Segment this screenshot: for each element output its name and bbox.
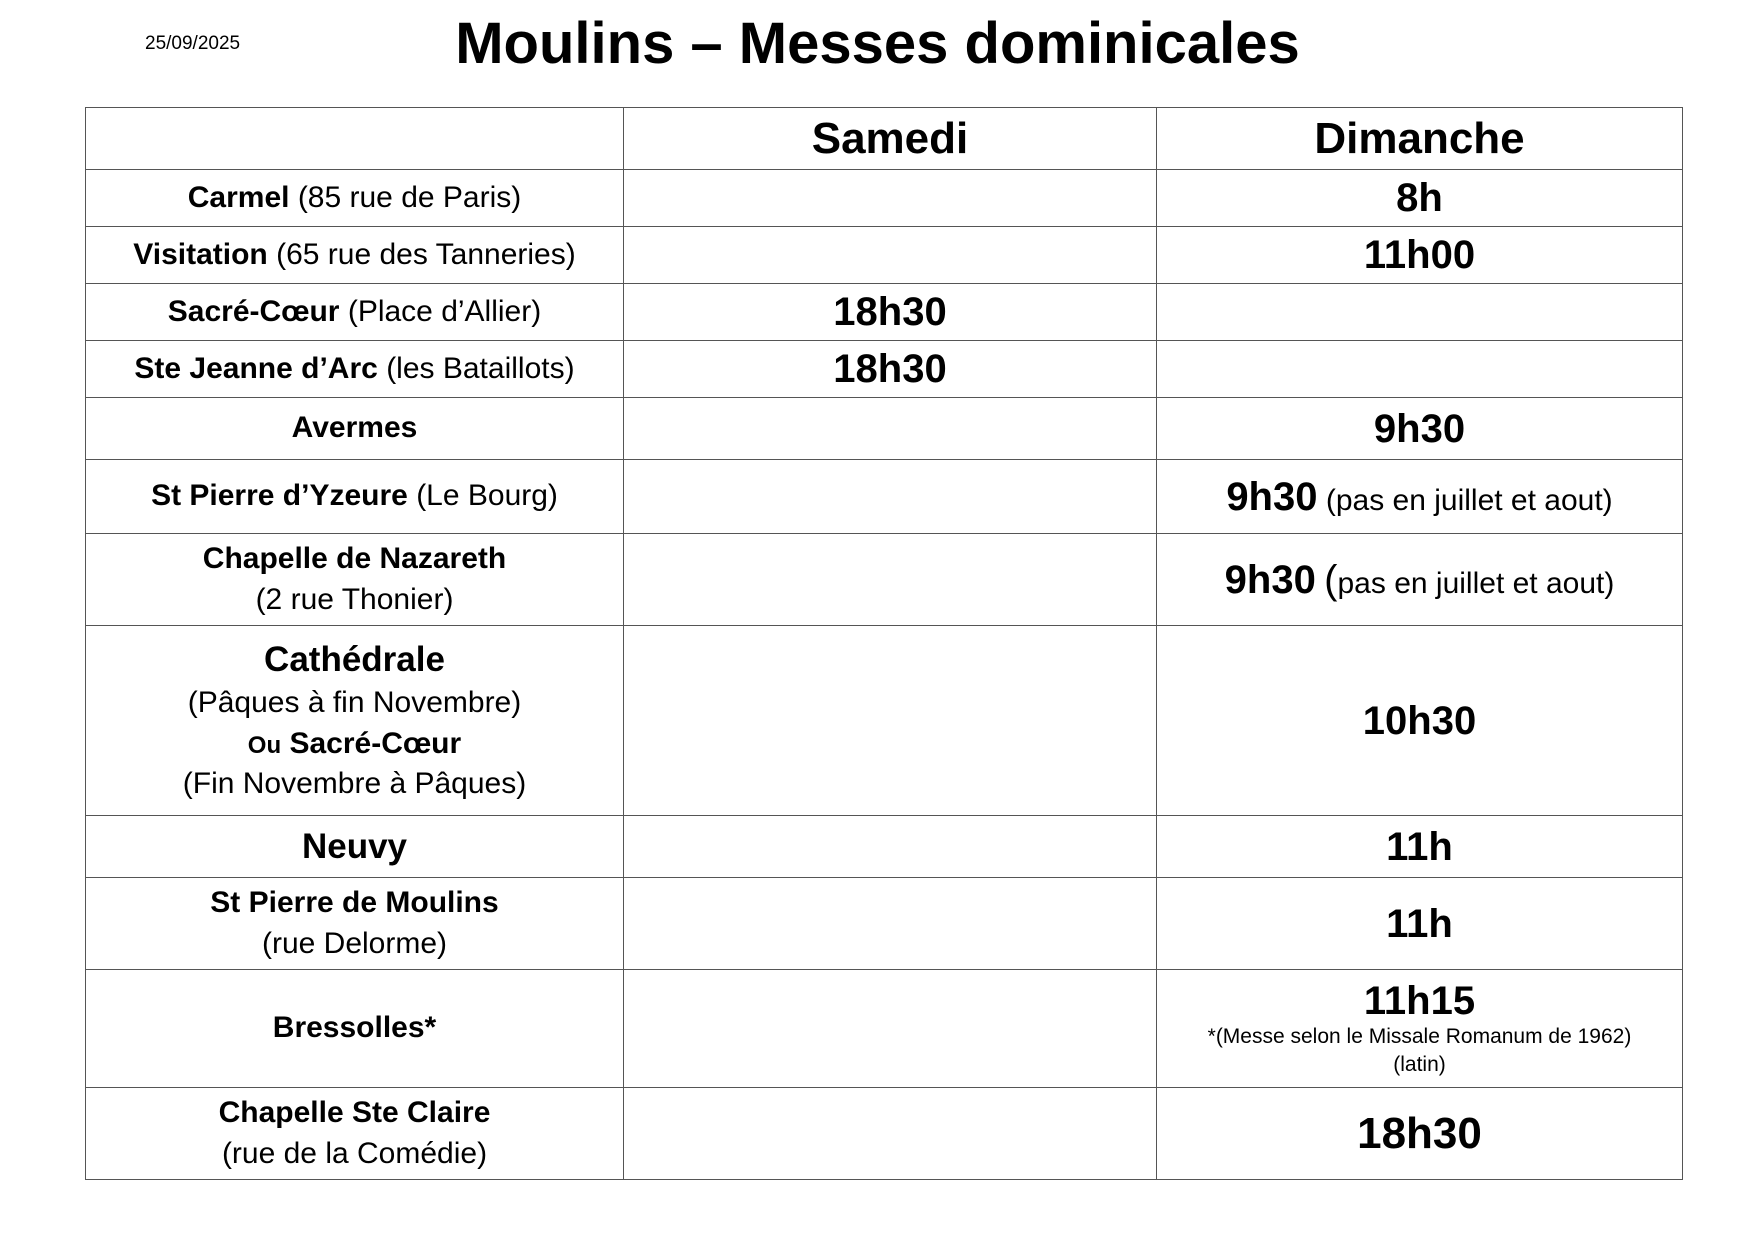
place-address: (Place d’Allier): [347, 294, 542, 328]
dimanche-note: (pas en juillet et aout): [1325, 483, 1613, 517]
document-date: 25/09/2025: [145, 33, 241, 54]
dimanche-cell: [1157, 460, 1683, 534]
table-row: [86, 170, 1683, 227]
table-row: [86, 534, 1683, 626]
place-name: Cathédrale: [264, 640, 445, 680]
table-row: [86, 284, 1683, 341]
dimanche-cell: [1157, 170, 1683, 227]
dimanche-time: 11h: [1386, 824, 1453, 869]
place-address: (85 rue de Paris): [297, 180, 522, 214]
dimanche-paren: (: [1324, 557, 1338, 602]
place-name: St Pierre de Moulins: [210, 886, 499, 919]
place-name: Avermes: [291, 411, 418, 445]
table-row: [86, 227, 1683, 284]
table-row: [86, 398, 1683, 460]
table-row: [86, 460, 1683, 534]
dimanche-cell: [1157, 534, 1683, 626]
dimanche-cell: [1157, 341, 1683, 398]
place-cell: [86, 816, 624, 878]
place-address: (rue Delorme): [261, 926, 448, 960]
dimanche-cell: [1157, 970, 1683, 1088]
dimanche-cell: [1157, 227, 1683, 284]
samedi-cell: [624, 1088, 1157, 1180]
place-cell: [86, 170, 624, 227]
place-address: (les Bataillots): [386, 351, 575, 385]
place-cell: [86, 1088, 624, 1180]
table-row: [86, 626, 1683, 816]
samedi-cell: [624, 626, 1157, 816]
place-name: Sacré-Cœur: [167, 294, 340, 328]
dimanche-cell: [1157, 284, 1683, 341]
samedi-cell: [624, 534, 1157, 626]
table-row: [86, 970, 1683, 1088]
header-place: [86, 108, 624, 170]
place-cell: [86, 341, 624, 398]
samedi-time: 18h30: [833, 290, 947, 334]
page-title: Moulins – Messes dominicales: [455, 11, 1300, 76]
header-samedi: Samedi: [624, 108, 1157, 170]
place-cell: [86, 460, 624, 534]
place-name: Visitation: [133, 237, 268, 271]
mass-schedule-table: [85, 107, 1683, 1180]
dimanche-time: 11h00: [1363, 233, 1476, 277]
table-row: [86, 1088, 1683, 1180]
dimanche-time: 10h30: [1362, 698, 1477, 743]
dimanche-cell: [1157, 398, 1683, 460]
dimanche-time: 11h15: [1363, 979, 1476, 1024]
dimanche-note: *(Messe selon le Missale Romanum de 1962): [1207, 1025, 1632, 1049]
place-name: Bressolles*: [272, 1011, 437, 1045]
samedi-cell: [624, 341, 1157, 398]
dimanche-time: 9h30: [1224, 557, 1316, 602]
dimanche-time: 9h30: [1226, 474, 1318, 519]
samedi-cell: [624, 170, 1157, 227]
place-name: St Pierre d’Yzeure: [151, 479, 408, 513]
place-cell: [86, 284, 624, 341]
dimanche-cell: [1157, 878, 1683, 970]
dimanche-note-latin: (latin): [1393, 1052, 1446, 1076]
samedi-time: 18h30: [833, 347, 947, 391]
dimanche-time: 8h: [1396, 176, 1443, 220]
place-cell: [86, 227, 624, 284]
dimanche-cell: [1157, 816, 1683, 878]
dimanche-note: pas en juillet et aout): [1337, 566, 1615, 600]
samedi-cell: [624, 970, 1157, 1088]
place-cell: [86, 970, 624, 1088]
samedi-cell: [624, 227, 1157, 284]
dimanche-time: 11h: [1386, 901, 1453, 946]
dimanche-time: 18h30: [1357, 1108, 1482, 1158]
dimanche-cell: [1157, 1088, 1683, 1180]
header-dimanche: Dimanche: [1157, 108, 1683, 170]
place-address: (2 rue Thonier): [255, 582, 454, 616]
table-row: [86, 341, 1683, 398]
place-name: Carmel: [187, 180, 290, 214]
samedi-cell: [624, 816, 1157, 878]
table-header-row: [86, 108, 1683, 170]
alt-place-name: Sacré-Cœur: [289, 726, 462, 760]
place-address: (Le Bourg): [416, 479, 558, 513]
place-cell: [86, 626, 624, 816]
place-name: Chapelle Ste Claire: [218, 1096, 491, 1129]
place-name: Chapelle de Nazareth: [202, 542, 507, 575]
place-address: (65 rue des Tanneries): [276, 237, 576, 271]
dimanche-time: 9h30: [1373, 406, 1466, 451]
place-cell: [86, 534, 624, 626]
alt-place-address: (Fin Novembre à Pâques): [182, 767, 527, 801]
samedi-cell: [624, 878, 1157, 970]
place-address: (rue de la Comédie): [221, 1136, 488, 1170]
samedi-cell: [624, 284, 1157, 341]
place-name: Neuvy: [301, 826, 408, 866]
place-name: Ste Jeanne d’Arc: [134, 351, 378, 385]
samedi-cell: [624, 460, 1157, 534]
place-cell: [86, 878, 624, 970]
place-address: (Pâques à fin Novembre): [187, 686, 522, 720]
samedi-cell: [624, 398, 1157, 460]
ou-label: Ou: [247, 731, 282, 759]
dimanche-cell: [1157, 626, 1683, 816]
place-cell: [86, 398, 624, 460]
table-row: [86, 878, 1683, 970]
table-row: [86, 816, 1683, 878]
